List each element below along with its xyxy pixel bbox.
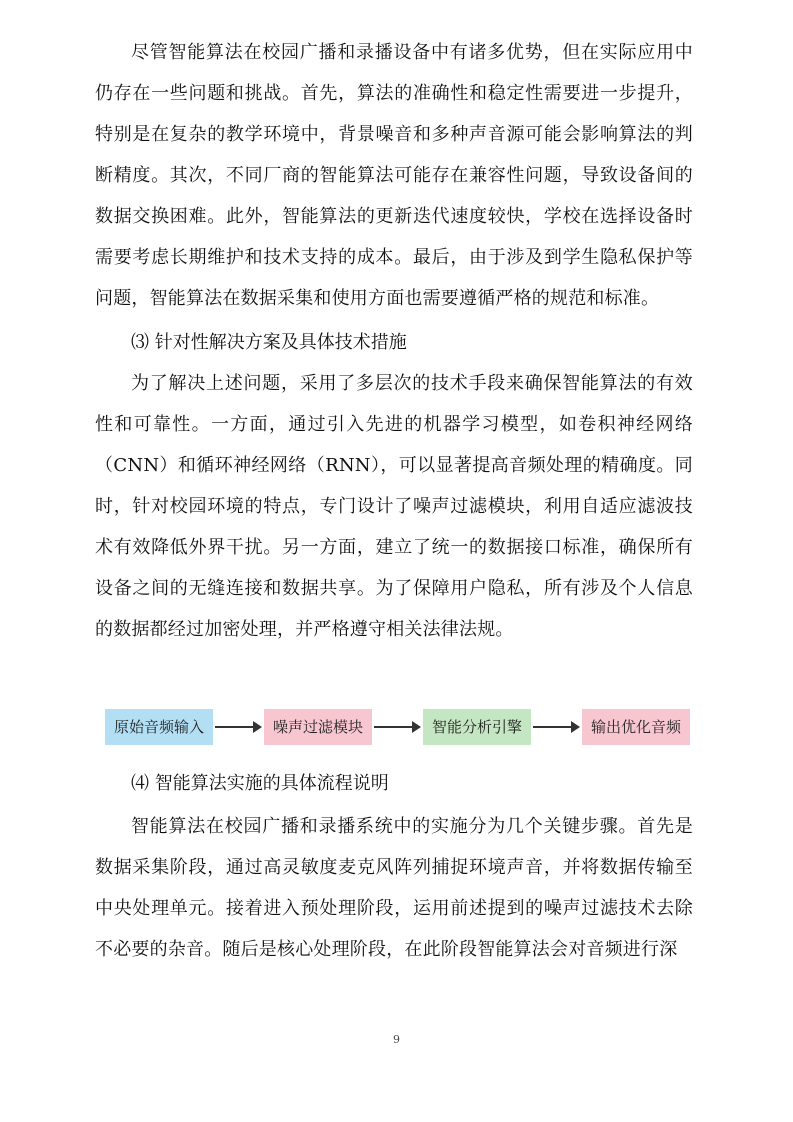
paragraph-solutions: 为了解决上述问题，采用了多层次的技术手段来确保智能算法的有效性和可靠性。一方面，通过引入先进的机器学习模型，如卷积神经网络（CNN）和循环神经网络（RNN），可以显著提高音频处理的精确度。同时，针对校园环境的特点，专门设计了噪声过滤模块，利用自适应滤波技术有效降低外界干扰。另一方面，建立了统一的数据接口标准，确保所有设备之间的无缝连接和数据共享。为了保障用户隐私，所有涉及个人信息的数据都经过加密处理，并严格遵守相关法律法规。 <box>95 373 693 640</box>
flow-arrow-icon <box>215 726 260 728</box>
section-heading-solutions: ⑶ 针对性解决方案及具体技术措施 <box>131 332 407 353</box>
paragraph-process: 智能算法在校园广播和录播系统中的实施分为几个关键步骤。首先是数据采集阶段，通过高灵敏度麦克风阵列捕捉环境声音，并将数据传输至中央处理单元。接着进入预处理阶段，运用前述提到的噪声过滤技术去除不必要的杂音。随后是核心处理阶段，在此阶段智能算法会对音频进行深 <box>95 816 693 960</box>
flow-step-noise-filter: 噪声过滤模块 <box>264 709 372 745</box>
paragraph-challenges: 尽管智能算法在校园广播和录播设备中有诸多优势，但在实际应用中仍存在一些问题和挑战。首先，算法的准确性和稳定性需要进一步提升，特别是在复杂的教学环境中，背景噪音和多种声音源可能会影响算法的判断精度。其次，不同厂商的智能算法可能存在兼容性问题，导致设备间的数据交换困难。此外，智能算法的更新迭代速度较快，学校在选择设备时需要考虑长期维护和技术支持的成本。最后，由于涉及到学生隐私保护等问题，智能算法在数据采集和使用方面也需要遵循严格的规范和标准。 <box>95 42 693 309</box>
flow-step-analysis-engine: 智能分析引擎 <box>423 709 531 745</box>
flow-arrow-icon <box>533 726 578 728</box>
flow-step-audio-input: 原始音频输入 <box>105 709 213 745</box>
section-heading-process: ⑷ 智能算法实施的具体流程说明 <box>131 773 389 794</box>
flow-step-audio-output: 输出优化音频 <box>582 709 690 745</box>
process-flowchart <box>105 709 690 745</box>
flow-arrow-icon <box>374 726 419 728</box>
page-number: 9 <box>393 1033 400 1046</box>
